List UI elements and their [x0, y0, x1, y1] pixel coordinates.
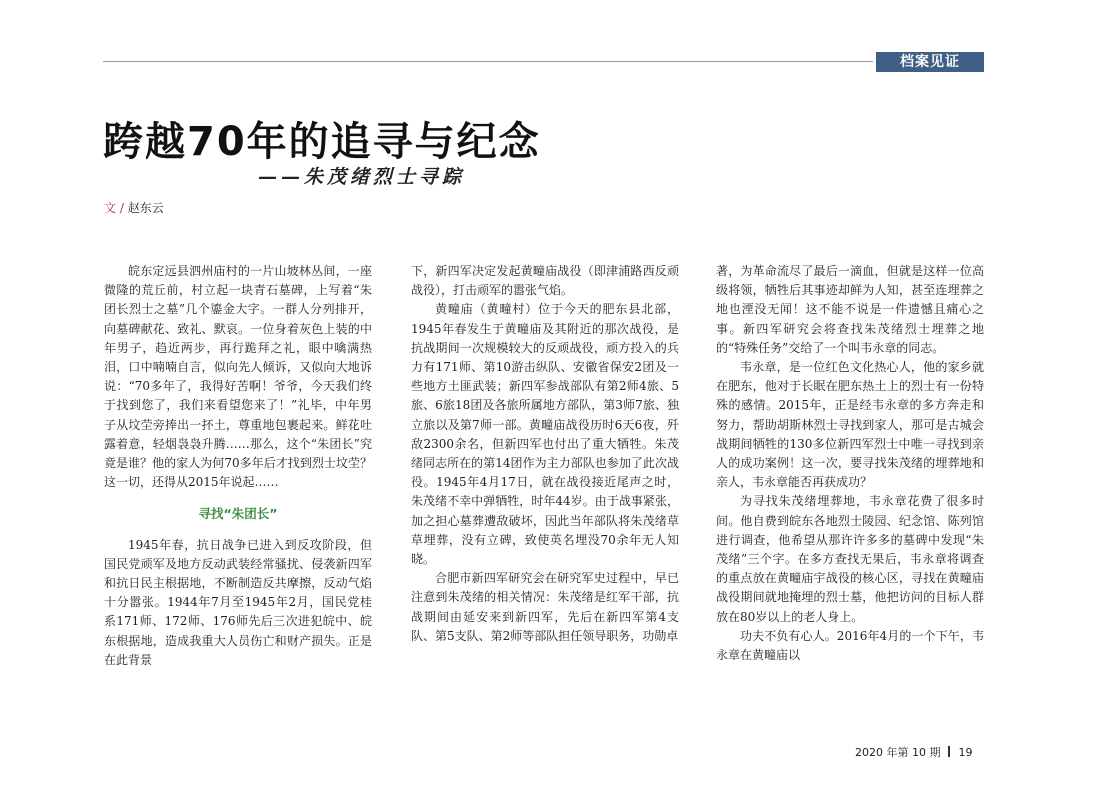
byline-lead: 文 / — [104, 201, 124, 215]
issue-label: 2020 年第 10 期 — [855, 746, 941, 759]
paragraph: 1945年春，抗日战争已进入到反攻阶段，但国民党顽军及地方反动武装经常骚扰、侵袭新四军和抗日民主根据地，不断制造反共摩擦，反动气焰十分嚣张。1944年7月至1945年2月，国民党桂系171师、172师、176师先后三次进犯皖中、皖东根据地，造成我重大人员伤亡和财产损失。正是在此背景 — [104, 537, 372, 667]
article-title: 跨越70年的追寻与纪念 — [103, 119, 541, 165]
paragraph: 皖东定远县泗州庙村的一片山坡林丛间，一座微隆的荒丘前，村立起一块青石墓碑，上写着“朱团长烈士之墓”几个鎏金大字。一群人分列排开，向墓碑献花、致礼、默哀。一位身着灰色上装的中年男子，趋近两步，再行跪拜之礼，眼中噙满热泪，口中喃喃自言，似向先人倾诉，又似向大地诉说：“70多年了，我得好苦啊！爷爷，今天我们终于找到您了，我们来看望您来了！”礼毕，中年男子从坟茔旁捧出一抔土，尊重地包裹起来。鲜花吐露着意，轻烟袅袅升腾……那么，这个“朱团长”究竟是谁？他的家人为何70多年后才找到烈士坟茔？这一切，还得从2015年说起…… — [104, 264, 372, 490]
text-column-2 — [411, 262, 679, 646]
footer-divider — [948, 746, 950, 757]
paragraph: 著，为革命流尽了最后一滴血，但就是这样一位高级将领，牺牲后其事迹却鲜为人知，甚至连埋葬之地也湮没无闻！这不能不说是一件遗憾且痛心之事。新四军研究会将查找朱茂绪烈士埋葬之地的“特殊任务”交给了一个叫韦永章的同志。 — [716, 264, 984, 355]
text-column-3 — [716, 262, 984, 665]
paragraph: 韦永章，是一位红色文化热心人，他的家乡就在肥东，他对于长眠在肥东热土上的烈士有一份特殊的感情。2015年，正是经韦永章的多方奔走和努力，帮助胡斯林烈士寻找到家人，那可是古城会战期间牺牲的130多位新四军烈士中唯一寻找到亲人的成功案例！这一次，要寻找朱茂绪的埋葬地和亲人，韦永章能否再获成功？ — [716, 360, 984, 490]
section-tag: 档案见证 — [876, 52, 984, 72]
page-number: 19 — [958, 746, 973, 759]
text-column-1 — [104, 262, 372, 670]
byline — [104, 199, 164, 216]
paragraph: 合肥市新四军研究会在研究军史过程中，早已注意到朱茂绪的相关情况：朱茂绪是红军干部，抗战期间由延安来到新四军，先后在新四军第4支队、第5支队、第2师等部队担任领导职务，功勋卓 — [411, 571, 679, 643]
paragraph: 为寻找朱茂绪埋葬地，韦永章花费了很多时间。他自费到皖东各地烈士陵园、纪念馆、陈列馆进行调查，他希望从那许许多多的墓碑中发现“朱茂绪”三个字。在多方查找无果后，韦永章将调查的重点放在黄疃庙宇战役的核心区，寻找在黄疃庙战役期间就地掩埋的烈士墓，他把访问的目标人群放在80岁以上的老人身上。 — [716, 494, 984, 624]
author-name: 赵东云 — [127, 201, 164, 215]
article-subtitle: ——朱茂绪烈士寻踪 — [258, 166, 466, 188]
page-footer — [855, 744, 972, 760]
header-rule — [103, 61, 873, 62]
paragraph: 黄疃庙（黄疃村）位于今天的肥东县北部，1945年春发生于黄疃庙及其附近的那次战役，是抗战期间一次规模较大的反顽战役，顽方投入的兵力有171师、第10游击纵队、安徽省保安2团及一些地方土匪武装；新四军参战部队有第2师4旅、5旅、6旅18团及各旅所属地方部队，第3师7旅、独立旅以及第7师一部。黄疃庙战役历时6天6夜，歼敌2300余名，但新四军也付出了重大牺牲。朱茂绪同志所在的第14团作为主力部队也参加了此次战役。1945年4月17日，就在战役接近尾声之时，朱茂绪不幸中弹牺牲，时年44岁。由于战事紧张，加之担心墓葬遭敌破坏，因此当年部队将朱茂绪草草埋葬，没有立碑，致使英名埋没70余年无人知晓。 — [411, 302, 679, 567]
section-subheading: 寻找“朱团长” — [198, 506, 278, 522]
paragraph: 下，新四军决定发起黄疃庙战役（即津浦路西反顽战役），打击顽军的嚣张气焰。 — [411, 264, 679, 298]
paragraph: 功夫不负有心人。2016年4月的一个下午，韦永章在黄疃庙以 — [716, 628, 984, 663]
